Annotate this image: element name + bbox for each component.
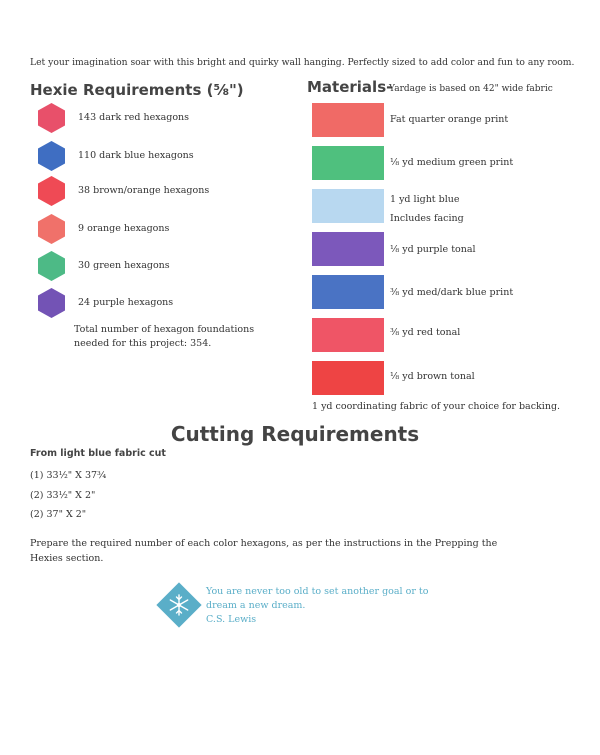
materials-yardage-note: Yardage is based on 42" wide fabric [389,84,553,94]
backing-note: 1 yd coordinating fabric of your choice for backing. [312,401,561,412]
hexagon-swatch [38,214,65,244]
hexie-label: 30 green hexagons [78,260,170,271]
quote-author: C.S. Lewis [206,614,257,625]
fabric-label: ⅜ yd red tonal [390,327,461,338]
hexie-label: 9 orange hexagons [78,223,170,234]
fabric-swatch [312,275,384,309]
fabric-label: ⅜ yd med/dark blue print [390,287,514,298]
fabric-label: ⅛ yd purple tonal [390,244,476,255]
inspirational-quote [206,585,446,627]
fabric-swatch [312,146,384,180]
fabric-label: ⅛ yd medium green print [390,157,514,168]
fabric-swatch [312,189,384,223]
intro-text: Let your imagination soar with this bright and quirky wall hanging. Perfectly sized to add color and fun to any room. [30,57,575,68]
hexie-requirements-heading: Hexie Requirements (⅝") [30,81,244,99]
hexagon-swatch [38,103,65,133]
cut-item: (2) 37" X 2" [30,509,87,520]
total-line-2: needed for this project: 354. [74,338,212,349]
cut-item: (1) 33½" X 37¾ [30,470,107,481]
fabric-label: Fat quarter orange print [390,114,509,125]
fabric-swatch [312,361,384,395]
hexie-label: 38 brown/orange hexagons [78,185,210,196]
materials-heading: Materials- [307,78,393,96]
hexie-label: 110 dark blue hexagons [78,150,194,161]
hexagon-swatch [38,141,65,171]
cutting-subheading: From light blue fabric cut [30,448,166,459]
fabric-swatch [312,103,384,137]
hexagon-swatch [38,176,65,206]
prep-instructions: Prepare the required number of each color hexagons, as per the instructions in the Prepping the Hexies section. [30,538,498,564]
hexagon-total-note [74,323,274,351]
hexagon-swatch [38,288,65,318]
fabric-label: 1 yd light blue [390,194,460,205]
fabric-label-note: Includes facing [390,213,464,224]
hexagon-swatch [38,251,65,281]
hexie-label: 143 dark red hexagons [78,112,190,123]
quote-line-2: dream a new dream. [206,600,306,611]
quote-line-1: You are never too old to set another goal or to [206,586,429,597]
cut-item: (2) 33½" X 2" [30,490,96,501]
hexie-label: 24 purple hexagons [78,297,174,308]
fabric-label: ⅛ yd brown tonal [390,371,475,382]
fabric-swatch [312,318,384,352]
diamond-snowflake-icon [156,582,201,627]
fabric-swatch [312,232,384,266]
total-line-1: Total number of hexagon foundations [74,324,255,335]
cutting-requirements-heading: Cutting Requirements [170,422,420,446]
